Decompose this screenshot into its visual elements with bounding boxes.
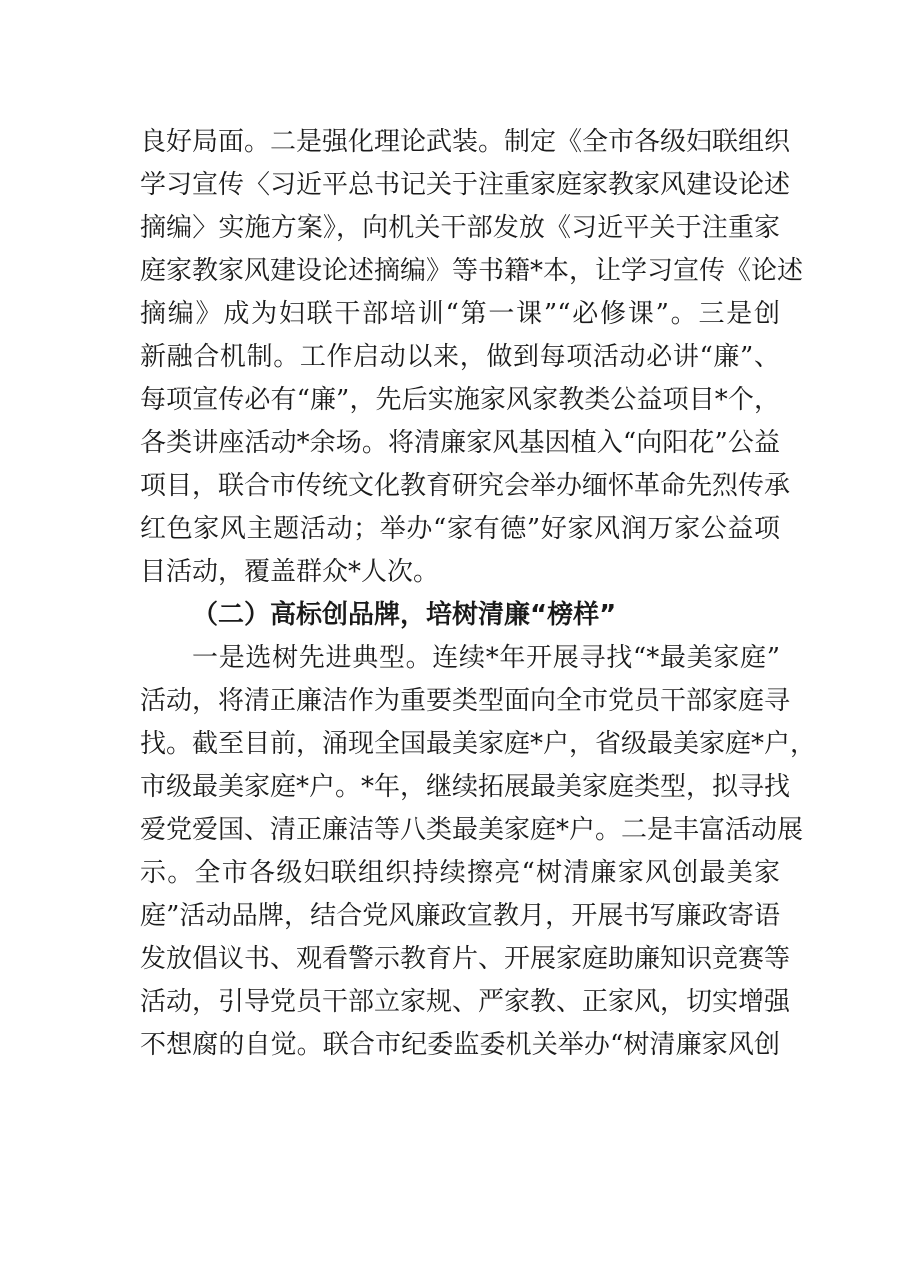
section-heading: （二）高标创品牌，培树清廉“榜样” xyxy=(192,600,617,630)
text-line: 爱党爱国、清正廉洁等八类最美家庭*户。二是丰富活动展 xyxy=(140,815,804,845)
text-line: 发放倡议书、观看警示教育片、开展家庭助廉知识竞赛等 xyxy=(140,944,791,974)
text-line: 红色家风主题活动；举办“家有德”好家风润万家公益项 xyxy=(140,514,780,544)
text-line: 良好局面。二是强化理论武装。制定《全市各级妇联组织 xyxy=(140,127,791,157)
text-line: 目活动，覆盖群众*人次。 xyxy=(140,557,440,587)
text-line: 庭家教家风建设论述摘编》等书籍*本，让学习宣传《论述 xyxy=(140,256,804,286)
text-line: 每项宣传必有“廉”，先后实施家风家教类公益项目*个， xyxy=(140,385,780,415)
text-line: 示。全市各级妇联组织持续擦亮“树清廉家风创最美家 xyxy=(140,858,780,888)
text-line: 学习宣传〈习近平总书记关于注重家庭家教家风建设论述 xyxy=(140,170,791,200)
text-line: 找。截至目前，涌现全国最美家庭*户，省级最美家庭*户， xyxy=(140,729,817,759)
text-line: 不想腐的自觉。联合市纪委监委机关举办“树清廉家风创 xyxy=(140,1030,780,1060)
text-line: 一是选树先进典型。连续*年开展寻找“*最美家庭” xyxy=(192,643,780,673)
text-line: 市级最美家庭*户。*年，继续拓展最美家庭类型，拟寻找 xyxy=(140,772,791,802)
text-line: 庭”活动品牌，结合党风廉政宣教月，开展书写廉政寄语 xyxy=(140,901,780,931)
text-line: 摘编〉实施方案》，向机关干部发放《习近平关于注重家 xyxy=(140,213,780,243)
text-line: 活动，将清正廉洁作为重要类型面向全市党员干部家庭寻 xyxy=(140,686,791,716)
text-line: 摘编》成为妇联干部培训“第一课”“必修课”。三是创 xyxy=(140,299,780,329)
text-line: 项目，联合市传统文化教育研究会举办缅怀革命先烈传承 xyxy=(140,471,791,501)
text-line: 各类讲座活动*余场。将清廉家风基因植入“向阳花”公益 xyxy=(140,428,780,458)
text-line: 新融合机制。工作启动以来，做到每项活动必讲“廉”、 xyxy=(140,342,780,372)
text-line: 活动，引导党员干部立家规、严家教、正家风，切实增强 xyxy=(140,987,791,1017)
